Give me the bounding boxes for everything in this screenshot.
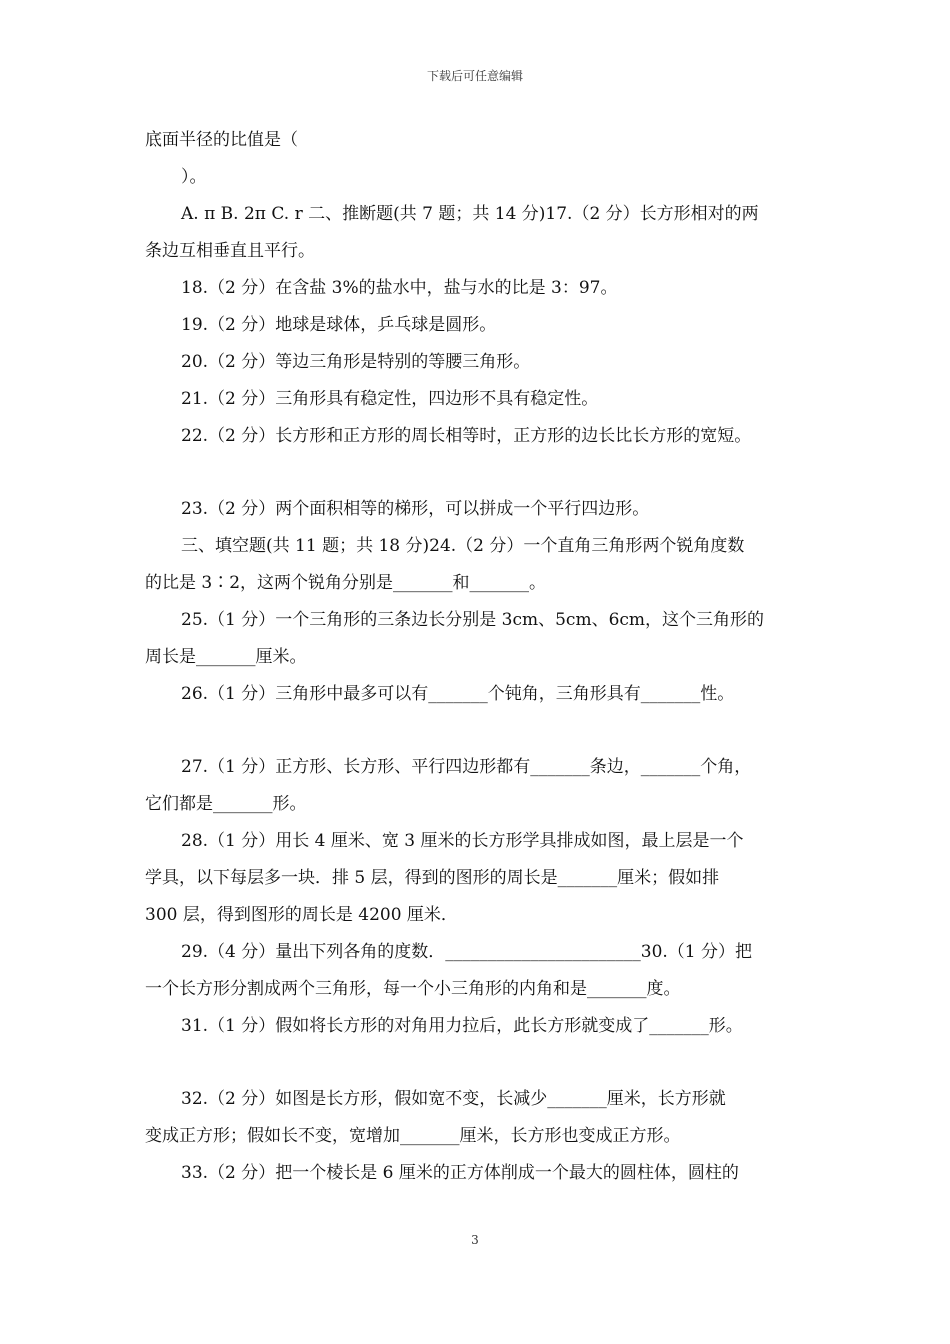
text-line: 底面半径的比值是（ [145,130,298,150]
question-28: 28.（1 分）用长 4 厘米、宽 3 厘米的长方形学具排成如图，最上层是一个 [181,831,744,851]
question-29: 29.（4 分）量出下列各角的度数．_______________________30.（1 分）把 [181,942,753,962]
question-20: 20.（2 分）等边三角形是特别的等腰三角形。 [181,352,531,372]
text-line: 条边互相垂直且平行。 [145,241,315,261]
blank-gap [145,1045,820,1081]
question-32: 32.（2 分）如图是长方形，假如宽不变，长减少_______厘米，长方形就 [181,1089,726,1109]
text-line: 学具，以下每层多一块．排 5 层，得到的图形的周长是_______厘米；假如排 [145,868,720,888]
page-number: 3 [471,1233,479,1247]
text-line: 的比是 3∶2，这两个锐角分别是_______和_______。 [145,573,547,593]
blank-gap [145,455,820,491]
page-header: 下载后可任意编辑 [426,69,523,83]
question-25: 25.（1 分）一个三角形的三条边长分别是 3cm、5cm、6cm，这个三角形的 [181,610,765,630]
question-22: 22.（2 分）长方形和正方形的周长相等时，正方形的边长比长方形的宽短。 [181,426,752,446]
question-21: 21.（2 分）三角形具有稳定性，四边形不具有稳定性。 [181,389,599,409]
question-23: 23.（2 分）两个面积相等的梯形，可以拼成一个平行四边形。 [181,499,650,519]
question-27: 27.（1 分）正方形、长方形、平行四边形都有_______条边，_______个角， [181,757,752,777]
text-line: ）。 [181,167,207,187]
text-line: A. π B. 2π C. r 二、推断题(共 7 题；共 14 分)17.（2 分）长方形相对的两 [181,204,759,224]
text-line: 周长是_______厘米。 [145,647,307,667]
question-26: 26.（1 分）三角形中最多可以有_______个钝角，三角形具有_______性。 [181,684,735,704]
text-line: 300 层，得到图形的周长是 4200 厘米． [145,905,458,925]
question-18: 18.（2 分）在含盐 3%的盐水中，盐与水的比是 3：97。 [181,278,618,298]
question-33: 33.（2 分）把一个棱长是 6 厘米的正方体削成一个最大的圆柱体，圆柱的 [181,1163,739,1183]
text-line: 一个长方形分割成两个三角形，每一个小三角形的内角和是_______度。 [145,979,681,999]
question-19: 19.（2 分）地球是球体，乒乓球是圆形。 [181,315,497,335]
blank-gap [145,713,820,749]
question-31: 31.（1 分）假如将长方形的对角用力拉后，此长方形就变成了_______形。 [181,1016,743,1036]
document-body [145,122,820,1192]
text-line: 它们都是_______形。 [145,794,307,814]
text-line: 变成正方形；假如长不变，宽增加_______厘米，长方形也变成正方形。 [145,1126,681,1146]
section-fill-blank: 三、填空题(共 11 题；共 18 分)24.（2 分）一个直角三角形两个锐角度数 [181,536,745,556]
